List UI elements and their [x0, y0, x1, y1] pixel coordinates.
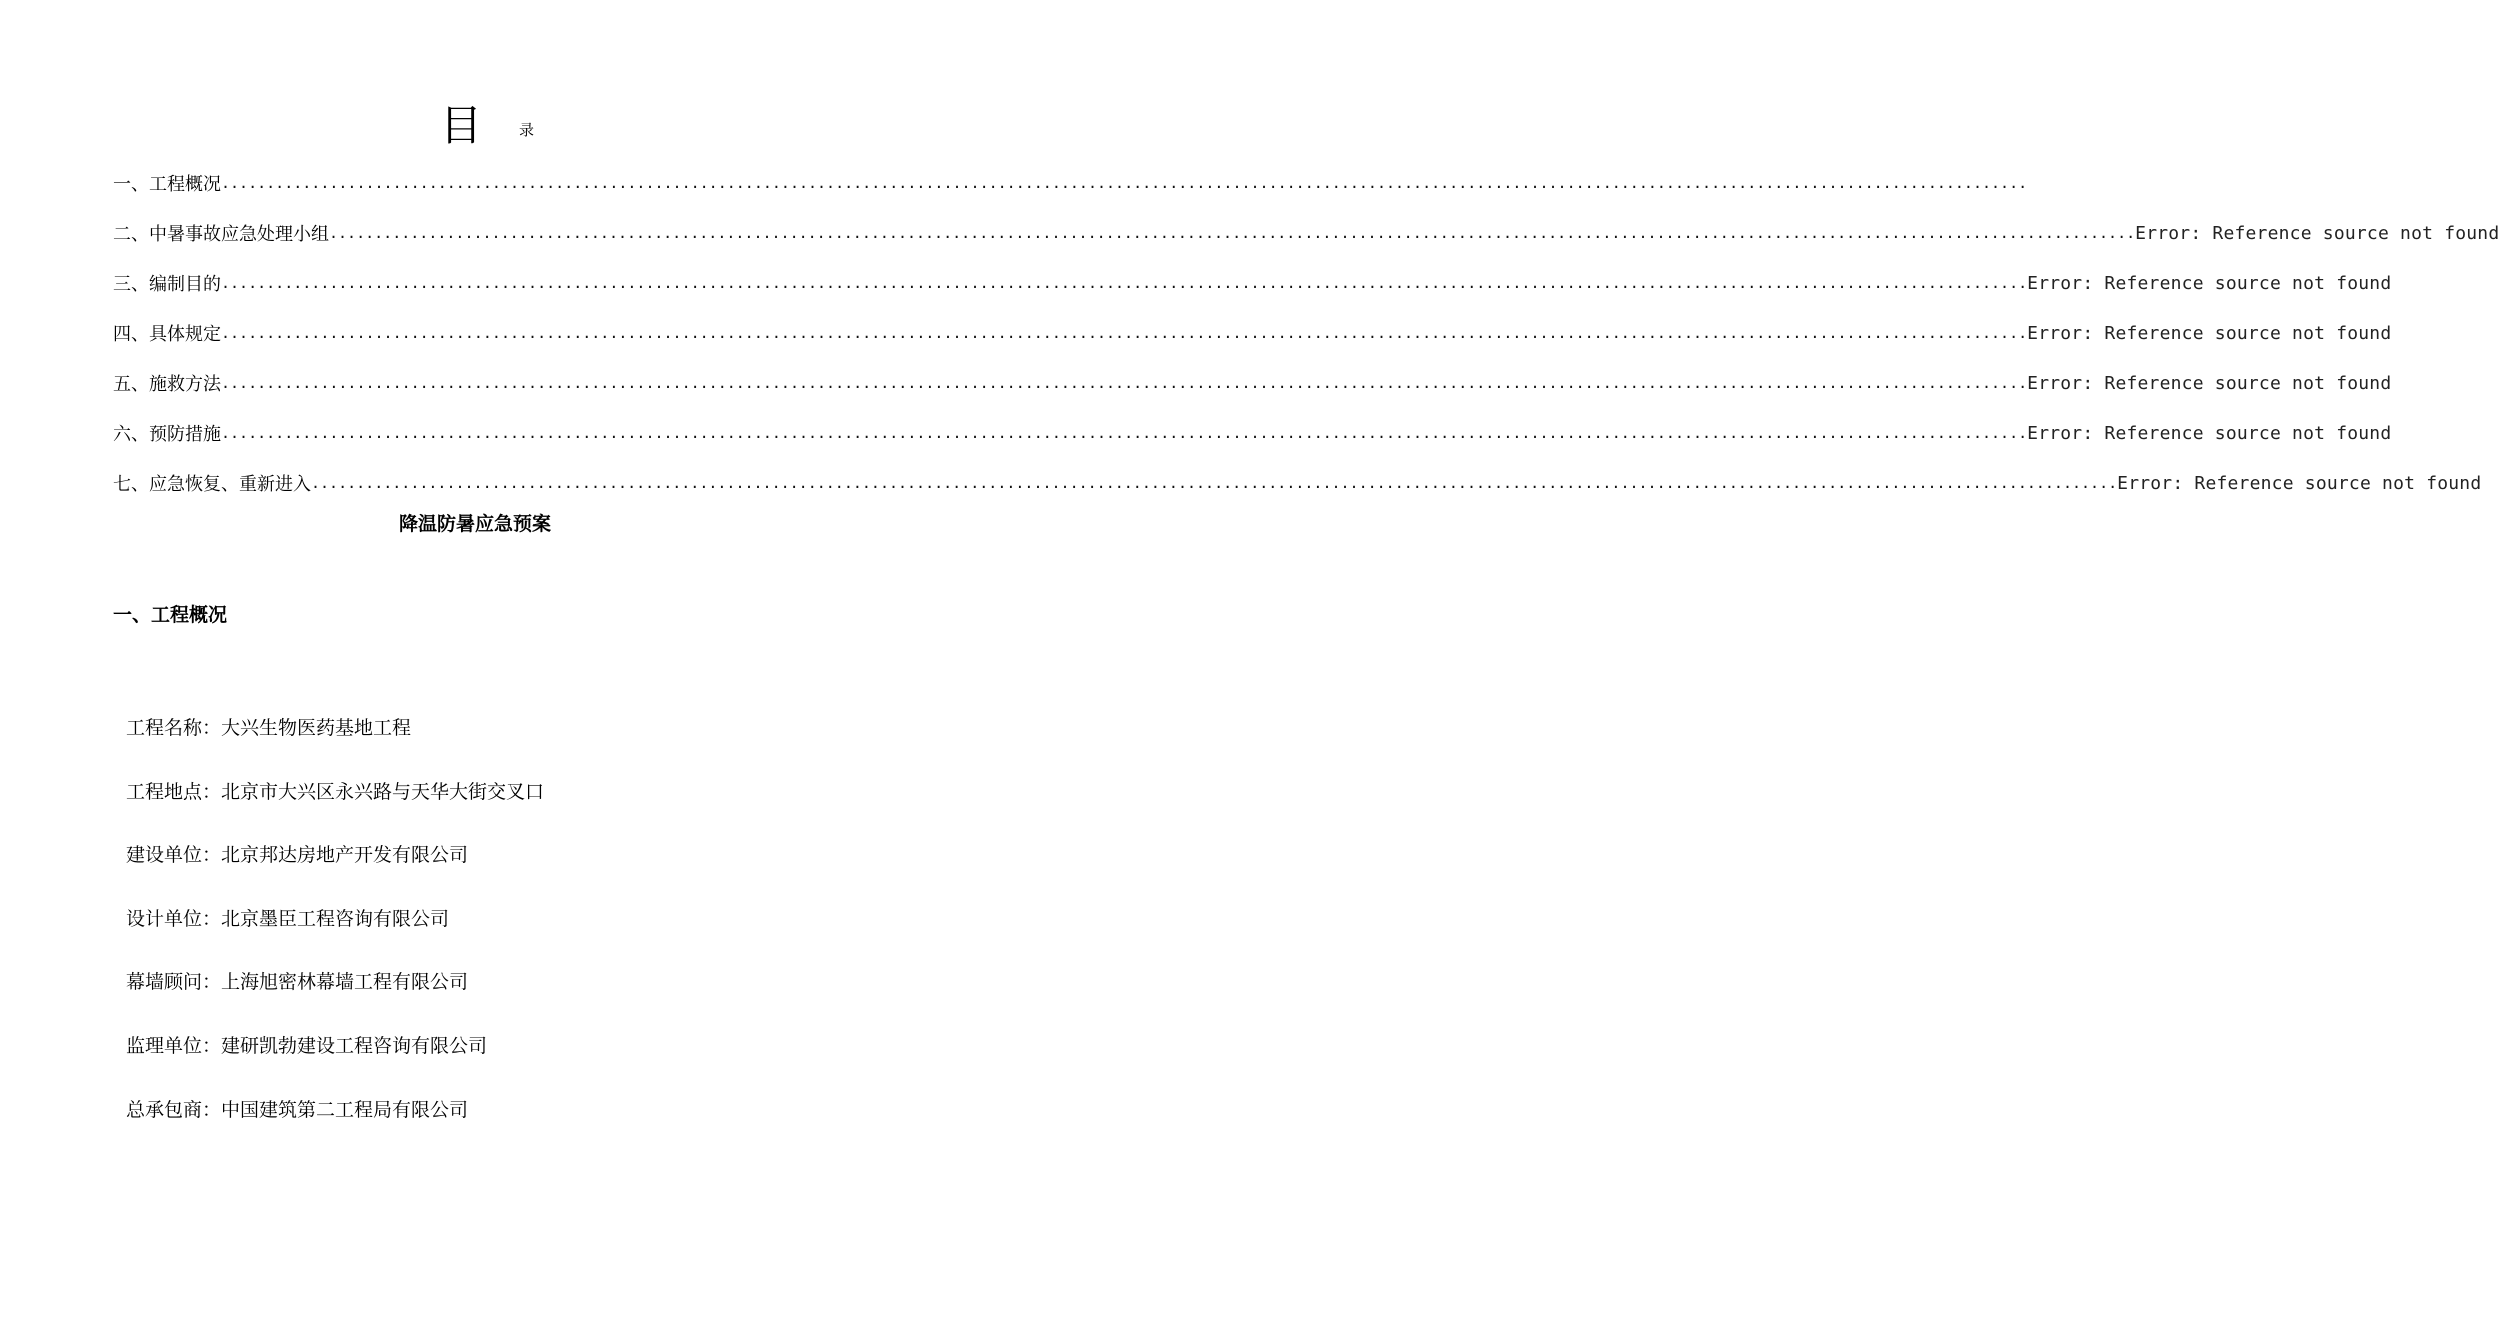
toc-leader-dots: ........................................................................................................................................................................................................ — [329, 224, 2136, 242]
toc-entry[interactable] — [113, 158, 2028, 208]
toc-leader-dots: ........................................................................................................................................................................................................ — [311, 474, 2118, 492]
toc-entry-label: 五、施救方法 — [113, 374, 221, 395]
toc-leader-dots: ........................................................................................................................................................................................................ — [221, 374, 2028, 392]
curtain-wall-consultant-line: 幕墙顾问：上海旭密林幕墙工程有限公司 — [126, 971, 469, 994]
owner-line: 建设单位：北京邦达房地产开发有限公司 — [126, 844, 469, 867]
toc-entry[interactable] — [113, 358, 2392, 408]
toc-entry-label: 六、预防措施 — [113, 424, 221, 445]
toc-entry[interactable] — [113, 408, 2392, 458]
toc-entry[interactable] — [113, 308, 2392, 358]
toc-entry-ref: Error: Reference source not found — [2027, 372, 2392, 394]
toc-leader-dots: ........................................................................................................................................................................................................ — [221, 324, 2028, 342]
toc-title — [0, 98, 950, 158]
toc-entry-ref: Error: Reference source not found — [2117, 472, 2482, 494]
project-location-line: 工程地点：北京市大兴区永兴路与天华大街交叉口 — [126, 780, 545, 803]
toc-entry-label: 四、具体规定 — [113, 324, 221, 345]
toc-title-sub: 录 — [519, 121, 535, 139]
general-contractor-line: 总承包商：中国建筑第二工程局有限公司 — [126, 1098, 469, 1121]
toc-entry[interactable] — [113, 258, 2392, 308]
section-heading: 一、工程概况 — [113, 604, 228, 626]
table-of-contents — [113, 158, 2499, 508]
toc-entry[interactable] — [113, 458, 2482, 508]
designer-line: 设计单位：北京墨臣工程咨询有限公司 — [126, 907, 450, 930]
toc-entry-ref: Error: Reference source not found — [2135, 222, 2499, 244]
toc-entry-ref: Error: Reference source not found — [2027, 422, 2392, 444]
document-title: 降温防暑应急预案 — [398, 513, 551, 535]
toc-entry-ref: Error: Reference source not found — [2027, 272, 2392, 294]
toc-entry[interactable] — [113, 208, 2499, 258]
toc-leader-dots: ........................................................................................................................................................................................................ — [221, 424, 2028, 442]
toc-entry-label: 二、中暑事故应急处理小组 — [113, 224, 329, 245]
toc-leader-dots: ........................................................................................................................................................................................................ — [221, 274, 2028, 292]
project-name-line: 工程名称：大兴生物医药基地工程 — [126, 717, 412, 739]
project-info-list — [126, 710, 886, 1155]
toc-entry-label: 一、工程概况 — [113, 174, 221, 195]
supervisor-line: 监理单位：建研凯勃建设工程咨询有限公司 — [126, 1034, 488, 1057]
toc-title-main: 目 — [440, 101, 483, 150]
toc-leader-dots: ........................................................................................................................................................................................................ — [221, 174, 2028, 192]
toc-entry-ref: Error: Reference source not found — [2027, 322, 2392, 344]
toc-entry-label: 三、编制目的 — [113, 274, 221, 295]
toc-entry-label: 七、应急恢复、重新进入 — [113, 474, 311, 495]
